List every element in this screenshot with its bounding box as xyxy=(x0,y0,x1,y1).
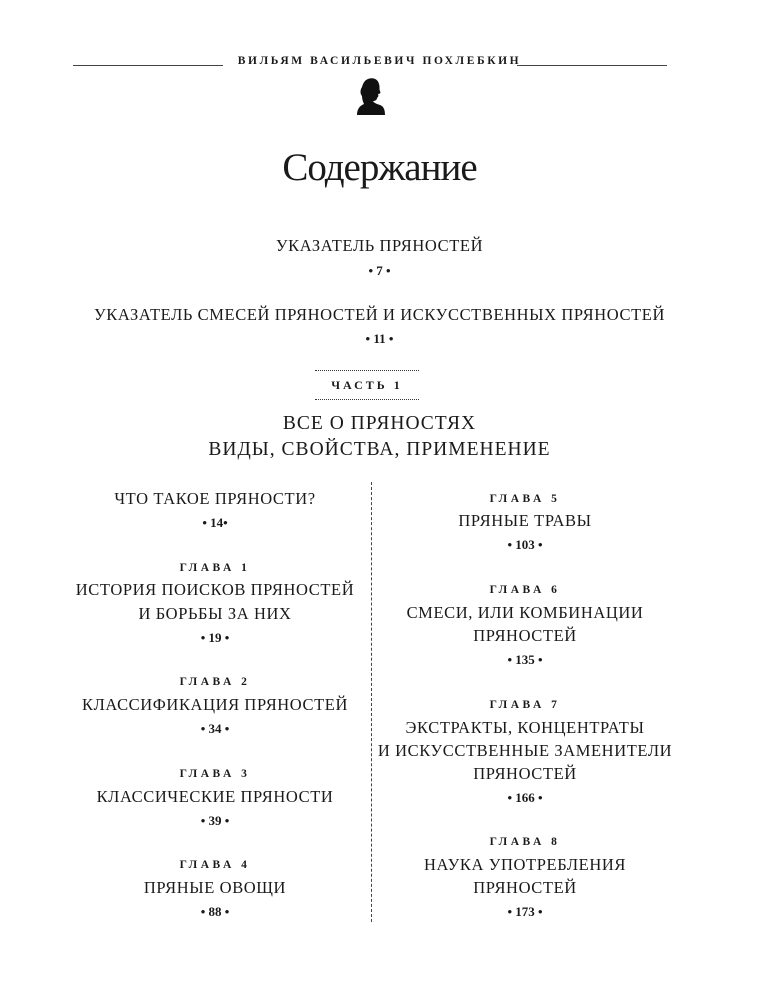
toc-ch8-page: • 173 • xyxy=(507,904,543,919)
index-spices-page: • 7 • xyxy=(368,263,391,278)
toc-ch1-title-line2[interactable]: И БОРЬБЫ ЗА НИХ xyxy=(138,604,292,623)
author-name: ВИЛЬЯМ ВАСИЛЬЕВИЧ ПОХЛЕБКИН xyxy=(237,55,522,67)
toc-ch4-page: • 88 • xyxy=(200,904,230,919)
part-title-line2[interactable]: ВИДЫ, СВОЙСТВА, ПРИМЕНЕНИЕ xyxy=(208,439,551,460)
toc-ch7-title-line3[interactable]: ПРЯНОСТЕЙ xyxy=(473,764,577,783)
toc-ch7-label: ГЛАВА 7 xyxy=(489,699,561,711)
toc-ch8-label: ГЛАВА 8 xyxy=(489,836,561,848)
index-mixtures-title[interactable]: УКАЗАТЕЛЬ СМЕСЕЙ ПРЯНОСТЕЙ И ИСКУССТВЕННЫХ ПРЯНОСТЕЙ xyxy=(94,305,665,324)
toc-intro-title[interactable]: ЧТО ТАКОЕ ПРЯНОСТИ? xyxy=(114,489,316,508)
toc-ch8-title-line1[interactable]: НАУКА УПОТРЕБЛЕНИЯ xyxy=(424,855,626,874)
toc-ch2-page: • 34 • xyxy=(200,721,230,736)
author-silhouette-icon xyxy=(356,77,386,115)
toc-ch5-label: ГЛАВА 5 xyxy=(489,493,561,505)
toc-intro-page: • 14• xyxy=(202,515,228,530)
toc-ch2-title[interactable]: КЛАССИФИКАЦИЯ ПРЯНОСТЕЙ xyxy=(81,695,349,714)
toc-ch6-page: • 135 • xyxy=(507,652,543,667)
toc-ch1-page: • 19 • xyxy=(200,630,230,645)
index-spices-title[interactable]: УКАЗАТЕЛЬ ПРЯНОСТЕЙ xyxy=(275,236,484,255)
toc-ch3-page: • 39 • xyxy=(200,813,230,828)
toc-ch3-label: ГЛАВА 3 xyxy=(179,768,251,780)
toc-ch4-label: ГЛАВА 4 xyxy=(179,859,251,871)
index-mixtures-page: • 11 • xyxy=(365,331,394,346)
toc-ch8-title-line2[interactable]: ПРЯНОСТЕЙ xyxy=(473,878,577,897)
page-title: Содержание xyxy=(282,146,477,189)
toc-ch5-title[interactable]: ПРЯНЫЕ ТРАВЫ xyxy=(458,511,592,530)
toc-ch7-page: • 166 • xyxy=(507,790,543,805)
part-title-line1[interactable]: ВСЕ О ПРЯНОСТЯХ xyxy=(282,413,477,434)
toc-ch6-label: ГЛАВА 6 xyxy=(489,584,561,596)
toc-ch5-page: • 103 • xyxy=(507,537,543,552)
toc-ch7-title-line2[interactable]: И ИСКУССТВЕННЫЕ ЗАМЕНИТЕЛИ xyxy=(377,741,673,760)
toc-ch2-label: ГЛАВА 2 xyxy=(179,676,251,688)
toc-ch1-title-line1[interactable]: ИСТОРИЯ ПОИСКОВ ПРЯНОСТЕЙ xyxy=(75,580,355,599)
column-divider xyxy=(371,482,372,922)
toc-ch1-label: ГЛАВА 1 xyxy=(179,562,251,574)
toc-ch4-title[interactable]: ПРЯНЫЕ ОВОЩИ xyxy=(143,878,287,897)
toc-ch6-title-line2[interactable]: ПРЯНОСТЕЙ xyxy=(473,626,577,645)
toc-ch6-title-line1[interactable]: СМЕСИ, ИЛИ КОМБИНАЦИИ xyxy=(406,603,644,622)
toc-ch3-title[interactable]: КЛАССИЧЕСКИЕ ПРЯНОСТИ xyxy=(96,787,334,806)
toc-ch7-title-line1[interactable]: ЭКСТРАКТЫ, КОНЦЕНТРАТЫ xyxy=(405,718,645,737)
part-label: ЧАСТЬ 1 xyxy=(315,370,419,400)
